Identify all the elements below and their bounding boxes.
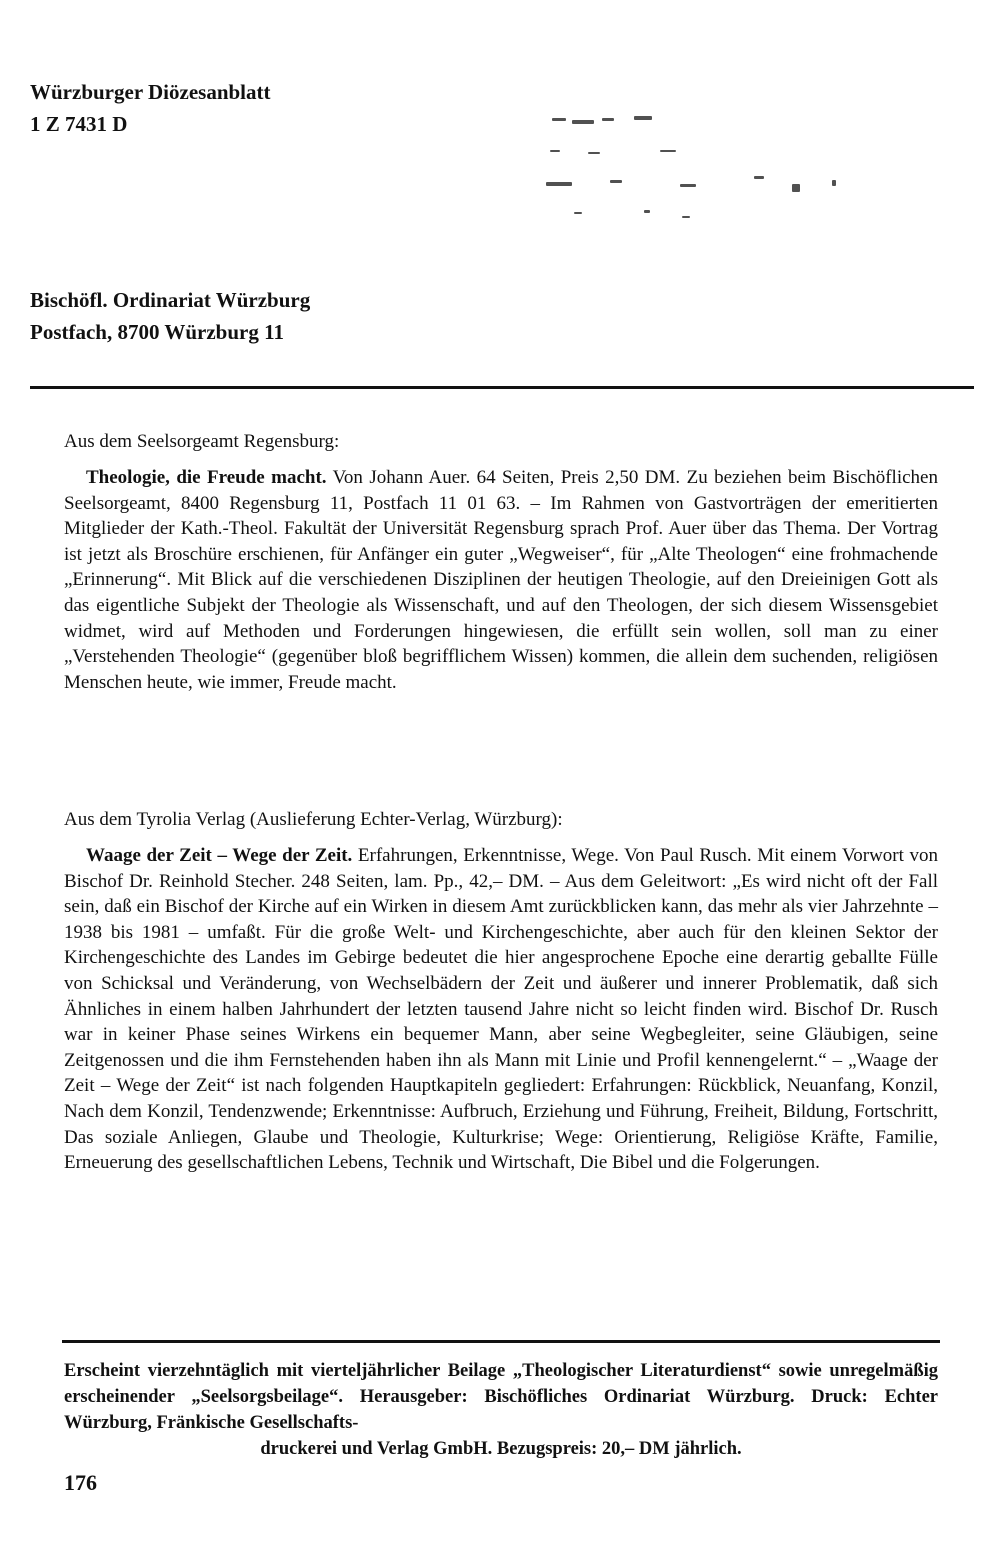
journal-code: 1 Z 7431 D <box>30 112 128 136</box>
journal-title: Würzburger Diözesanblatt <box>30 80 271 104</box>
top-divider <box>30 386 974 389</box>
review-body: Erfahrungen, Erkenntnisse, Wege. Von Paul Rusch. Mit einem Vorwort von Bischof Dr. Reinhold Stecher. 248 Seiten, lam. Pp., 42,– DM. – Aus dem Geleitwort: „Es wird nicht oft der Fall sein, daß ein Bischof der Kirche auf ein Wirken in diesem Amt zurückblicken kann, das mehr als vier Jahrzehnte – 1938 bis 1981 – umfaßt. Für die große Welt- und Kirchengeschichte, aber auch für den kleinen Sektor der Kirchengeschichte des Landes im Gebirge bedeutet die hier angesprochene Epoche eine derartig geballte Fülle von Schicksal und Veränderung, von Wechselbädern der Zeit und äußerer und innerer Problematik, daß sich Ähnliches in einem halben Jahrhundert der letzten tausend Jahre nicht so leicht finden wird. Bischof Dr. Rusch war in keiner Phase seines Wirkens ein bequemer Mann, aber seine Wegbegleiter, seine Gläubigen, seine Zeitgenossen und die ihm Fernstehenden haben ihn als Mann mit Linie und Profil kennengelernt.“ – „Waage der Zeit – Wege der Zeit“ ist nach folgenden Hauptkapiteln gegliedert: Erfahrungen: Rückblick, Neuanfang, Konzil, Nach dem Konzil, Tendenzwende; Erkenntnisse: Aufbruch, Erziehung und Führung, Freiheit, Bildung, Fortschritt, Das soziale Anliegen, Glaube und Theologie, Kulturkrise; Wege: Orientierung, Religiöse Kräfte, Familie, Erneuerung des gesellschaftlichen Lebens, Technik und Wirtschaft, Die Bibel und die Folgerungen. <box>64 845 939 1174</box>
imprint <box>64 1358 938 1462</box>
imprint-last-line: druckerei und Verlag GmbH. Bezugspreis: 20,– DM jährlich. <box>260 1439 742 1459</box>
book-title: Theologie, die Freude macht. <box>86 467 327 488</box>
review-body: Von Johann Auer. 64 Seiten, Preis 2,50 DM. Zu beziehen beim Bischöflichen Seelsorgeamt, 8400 Regensburg 11, Postfach 11 01 63. – Im Rahmen von Gastvorträgen der emeritierten Mitglieder der Kath.-Theol. Fakultät der Universität Regensburg sprach Prof. Auer über das Thema. Der Vortrag ist jetzt als Broschüre erschienen, für Anfänger ein guter „Wegweiser“, für „Alte Theologen“ eine frohmachende „Erinnerung“. Mit Blick auf die verschiedenen Disziplinen der heutigen Theologie, auf den Dreieinigen Gott als das eigentliche Subjekt der Theologie als Wissenschaft, und auf den Theologen, der sich diesem Wissensgebiet widmet, wird auf Methoden und Forderungen hingewiesen, die erfüllt sein wollen, soll man zu einer „Verstehenden Theologie“ (gegenüber bloß begrifflichem Wissen) kommen, die allein dem suchenden, religiösen Menschen heute, wie immer, Freude macht. <box>64 467 938 693</box>
imprint-text: Erscheint vierzehntäglich mit vierteljährlicher Beilage „Theologischer Literaturdienst“ sowie unregelmäßig erscheinender „Seelsorgsbeilage“. Herausgeber: Bischöfliches Ordinariat Würzburg. Druck: Echter Würzburg, Fränkische Gesellschafts- <box>64 1361 938 1433</box>
sender-name: Bischöfl. Ordinariat Würzburg <box>30 288 311 312</box>
postage-stamp-marks <box>540 80 870 220</box>
page-number: 176 <box>64 1470 97 1495</box>
bottom-divider <box>62 1340 940 1343</box>
section-intro: Aus dem Tyrolia Verlag (Auslieferung Echter-Verlag, Würzburg): <box>64 809 563 830</box>
sender-address: Postfach, 8700 Würzburg 11 <box>30 320 284 344</box>
book-review <box>64 843 938 1176</box>
section-intro: Aus dem Seelsorgeamt Regensburg: <box>64 431 340 452</box>
book-title: Waage der Zeit – Wege der Zeit. <box>86 845 353 866</box>
book-review <box>64 465 938 695</box>
